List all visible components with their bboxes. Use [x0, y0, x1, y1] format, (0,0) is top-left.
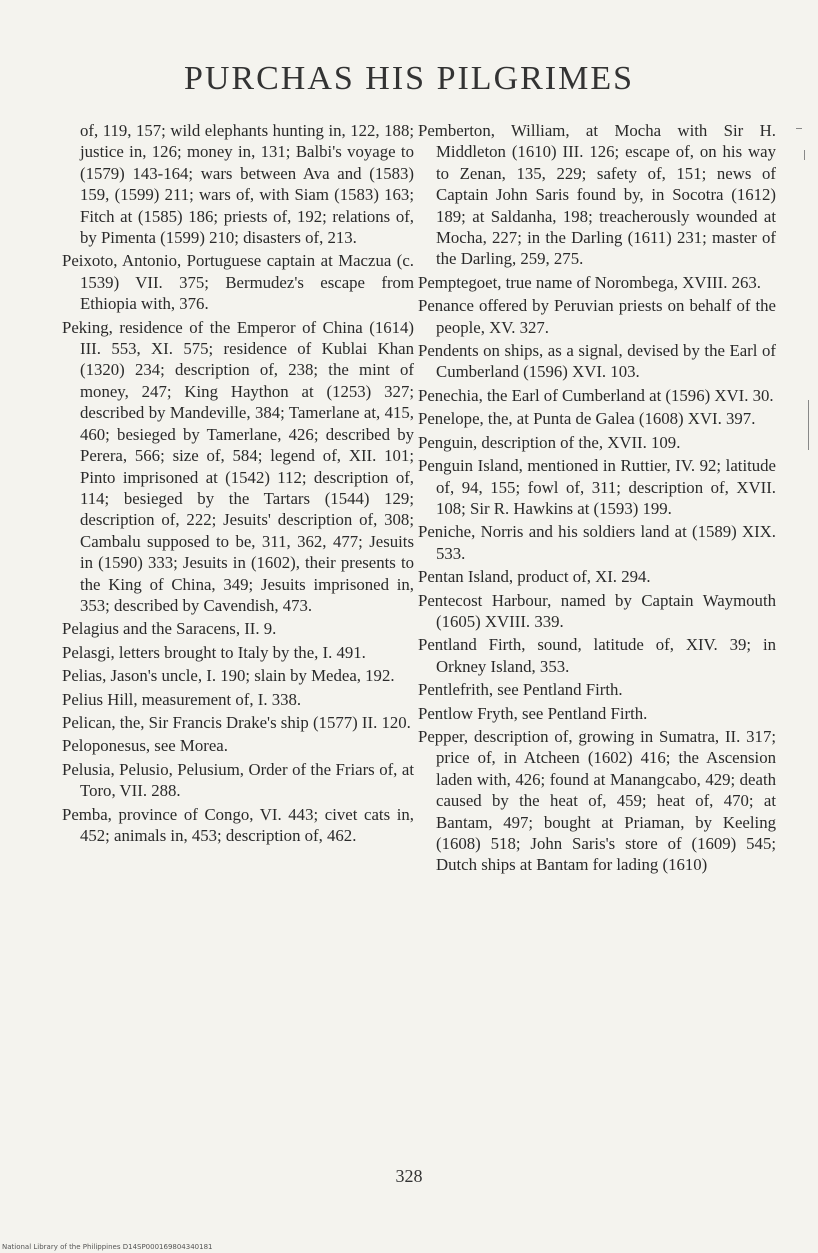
index-entry: Peixoto, Antonio, Portuguese captain at Maczua (c. 1539) VII. 375; Bermudez's escape from Ethiopia with, 376.: [62, 251, 414, 314]
index-entry: Peloponesus, see Morea.: [62, 736, 228, 756]
index-entry: Pentlefrith, see Pentland Firth.: [418, 680, 623, 700]
index-entry: Pelias, Jason's uncle, I. 190; slain by Medea, 192.: [62, 666, 395, 686]
index-entry: Pelican, the, Sir Francis Drake's ship (1577) II. 120.: [62, 712, 411, 732]
index-entry: Pemberton, William, at Mocha with Sir H. Middleton (1610) III. 126; escape of, on his way to Zenan, 135, 229; safety of, 151; news of Captain John Saris found by, in Socotra (1612) 189; at Saldanha, 198; treacherously wounded at Mocha, 227; in the Darling (1611) 231; master of the Darling, 259, 275.: [418, 121, 776, 269]
index-entry: Peniche, Norris and his soldiers land at (1589) XIX. 533.: [418, 522, 776, 563]
index-entry: Penelope, the, at Punta de Galea (1608) XVI. 397.: [418, 409, 756, 429]
index-entry: Pentan Island, product of, XI. 294.: [418, 567, 651, 587]
index-entry: Pentland Firth, sound, latitude of, XIV. 39; in Orkney Island, 353.: [418, 635, 776, 676]
index-entry: Pelagius and the Saracens, II. 9.: [62, 619, 277, 639]
index-entry: Pemptegoet, true name of Norombega, XVIII. 263.: [418, 272, 761, 292]
scan-mark: [796, 128, 802, 129]
index-entry: Pelius Hill, measurement of, I. 338.: [62, 689, 302, 709]
scan-credit: National Library of the Philippines D14SP000169804340181: [2, 1243, 213, 1251]
index-entry: Pentecost Harbour, named by Captain Waymouth (1605) XVIII. 339.: [418, 590, 776, 631]
right-column: [418, 120, 776, 878]
index-entry: Pepper, description of, growing in Sumatra, II. 317; price of, in Atcheen (1602) 416; the Ascension laden with, 426; found at Manangcabo, 429; death caused by the heat of, 459; heat of, 470; at Bantam, 497; bought at Priaman, by Keeling (1608) 518; John Saris's store of (1609) 545; Dutch ships at Bantam for lading (1610): [418, 726, 776, 875]
index-entry: of, 119, 157; wild elephants hunting in, 122, 188; justice in, 126; money in, 131; Balbi's voyage to (1579) 143-164; wars between Ava and (1583) 159, (1599) 211; wars of, with Siam (1583) 163; Fitch at (1585) 186; priests of, 192; relations of, by Pimenta (1599) 210; disasters of, 213.: [80, 121, 414, 248]
scan-mark: [808, 400, 809, 450]
scan-mark: [804, 150, 805, 160]
index-entry: Pendents on ships, as a signal, devised by the Earl of Cumberland (1596) XVI. 103.: [418, 341, 776, 382]
index-entry: Pelusia, Pelusio, Pelusium, Order of the Friars of, at Toro, VII. 288.: [62, 759, 414, 801]
index-entry: Peking, residence of the Emperor of China (1614) III. 553, XI. 575; residence of Kublai Khan (1320) 234; description of, 238; the mint of money, 247; King Haython at (1253) 327; described by Mandeville, 384; Tamerlane at, 415, 460; besieged by Tamerlane, 426; described by Perera, 566; size of, 584; legend of, XII. 101; Pinto imprisoned at (1542) 112; description of, 114; besieged by the Tartars (1544) 129; description of, 222; Jesuits' description of, 308; Cambalu supposed to be, 311, 362, 477; Jesuits in (1590) 333; Jesuits in (1602), their presents to the King of China, 349; Jesuits imprisoned in, 353; described by Cavendish, 473.: [62, 317, 414, 615]
margin-artifacts: [778, 0, 818, 1253]
index-entry: Penance offered by Peruvian priests on behalf of the people, XV. 327.: [418, 296, 776, 337]
index-entry: Pentlow Fryth, see Pentland Firth.: [418, 703, 648, 723]
left-column: [62, 120, 414, 848]
page-number: 328: [395, 1166, 423, 1186]
index-entry: Pemba, province of Congo, VI. 443; civet cats in, 452; animals in, 453; description of, 462.: [62, 804, 414, 845]
index-entry: Pelasgi, letters brought to Italy by the, I. 491.: [62, 642, 366, 662]
index-entry: Penguin, description of the, XVII. 109.: [418, 432, 681, 452]
index-entry: Penechia, the Earl of Cumberland at (1596) XVI. 30.: [418, 385, 774, 405]
index-entry: Penguin Island, mentioned in Ruttier, IV. 92; latitude of, 94, 155; fowl of, 311; description of, XVII. 108; Sir R. Hawkins at (1593) 199.: [418, 456, 776, 518]
running-header: PURCHAS HIS PILGRIMES: [183, 60, 635, 97]
